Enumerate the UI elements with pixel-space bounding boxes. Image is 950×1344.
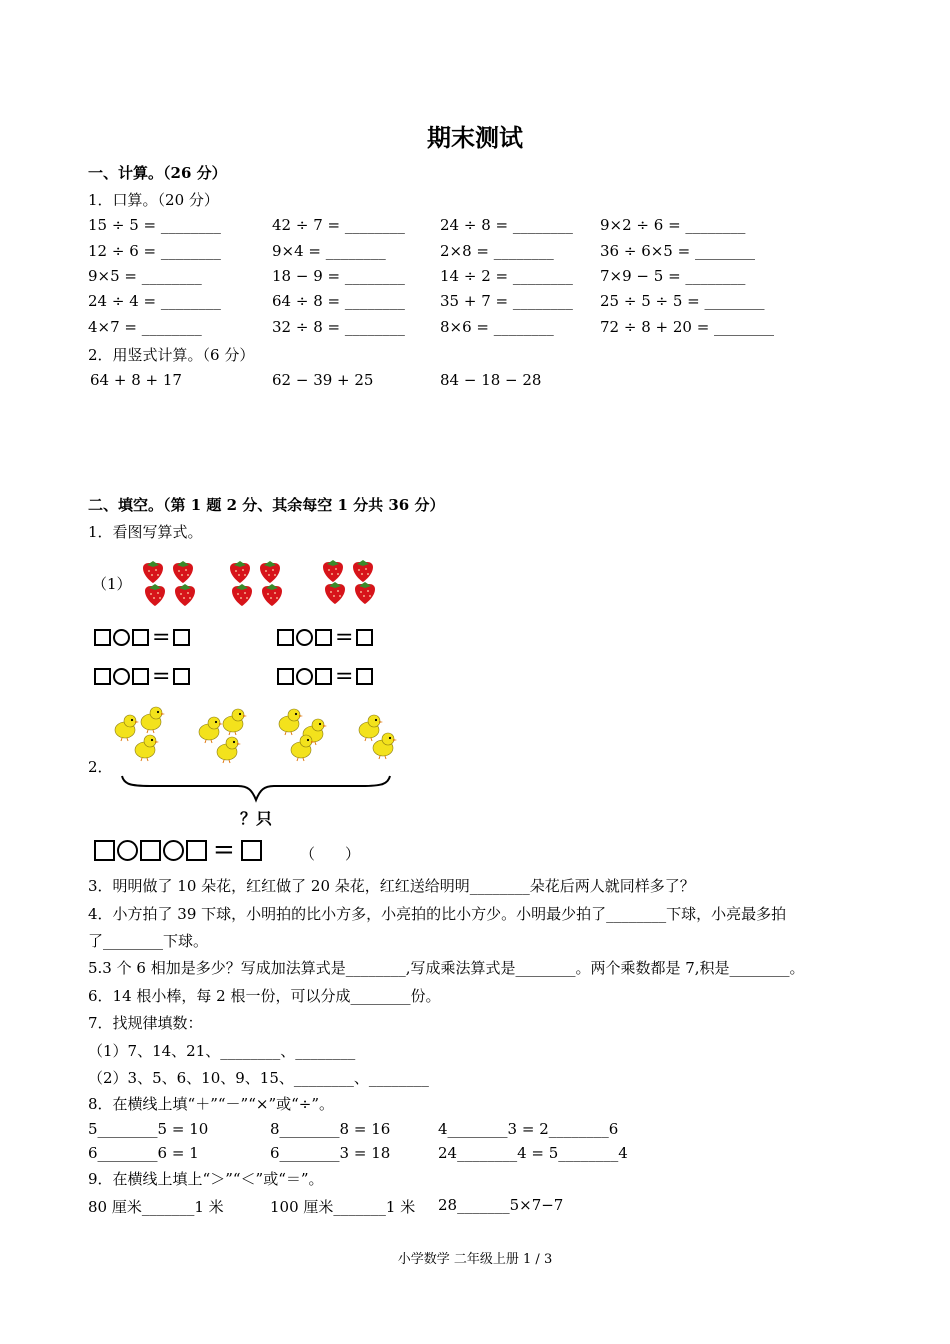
q9-item: 28_______5×7−7 <box>438 1196 564 1214</box>
q8-item: 6________3 = 18 <box>270 1144 391 1162</box>
answer-box[interactable] <box>277 668 294 685</box>
oral-item: 7×9 − 5 = ________ <box>600 267 746 285</box>
oral-item: 18 − 9 = ________ <box>272 267 405 285</box>
page-footer: 小学数学 二年级上册 1 / 3 <box>397 1252 553 1267</box>
operator-circle[interactable] <box>163 840 184 861</box>
strawberry-illustration <box>138 558 388 608</box>
operator-circle[interactable] <box>117 840 138 861</box>
oral-item: 12 ÷ 6 = ________ <box>88 242 221 260</box>
q9-item: 100 厘米_______1 米 <box>270 1198 416 1216</box>
operator-circle[interactable] <box>296 668 313 685</box>
answer-box[interactable] <box>356 629 373 646</box>
brace-icon <box>120 774 392 804</box>
answer-box[interactable] <box>356 668 373 685</box>
q8-item: 4________3 = 2________6 <box>438 1120 619 1138</box>
fill-q2-label: 2． <box>88 758 113 776</box>
fill-q9: 9．在横线上填上“＞”“＜”或“＝”。 <box>88 1170 324 1188</box>
answer-box[interactable] <box>277 629 294 646</box>
q8-item: 5________5 = 10 <box>88 1120 209 1138</box>
equals-sign: = <box>213 835 235 865</box>
oral-item: 8×6 = ________ <box>440 318 554 336</box>
oral-item: 15 ÷ 5 = ________ <box>88 216 221 234</box>
oral-item: 64 ÷ 8 = ________ <box>272 292 405 310</box>
equation-template <box>94 664 190 689</box>
equals-sign: = <box>152 625 171 650</box>
equation-template <box>94 625 190 650</box>
oral-item: 24 ÷ 8 = ________ <box>440 216 573 234</box>
equation-template-chicks <box>94 835 262 865</box>
fill-q5: 5.3 个 6 相加是多少？写成加法算式是________,写成乘法算式是________。两个乘数都是 7,积是________。 <box>88 959 805 977</box>
oral-item: 2×8 = ________ <box>440 242 554 260</box>
operator-circle[interactable] <box>296 629 313 646</box>
answer-box[interactable] <box>241 840 262 861</box>
fill-q7: 7．找规律填数： <box>88 1014 203 1032</box>
answer-box[interactable] <box>315 668 332 685</box>
answer-box[interactable] <box>140 840 161 861</box>
equation-template <box>277 625 373 650</box>
fill-q7-1: （1）7、14、21、________、________ <box>88 1042 356 1060</box>
operator-circle[interactable] <box>113 629 130 646</box>
equals-sign: = <box>335 625 354 650</box>
oral-item: 36 ÷ 6×5 = ________ <box>600 242 755 260</box>
oral-item: 4×7 = ________ <box>88 318 202 336</box>
section-2-heading: 二、填空。（第 1 题 2 分、其余每空 1 分共 36 分） <box>88 496 445 514</box>
unit-paren: （ ） <box>300 845 361 863</box>
q1-heading: 1．口算。（20 分） <box>88 191 219 209</box>
equals-sign: = <box>152 664 171 689</box>
oral-item: 9×5 = ________ <box>88 267 202 285</box>
fill-q4-line2: 了________下球。 <box>88 932 209 950</box>
vertical-item: 62 − 39 + 25 <box>272 371 374 389</box>
fill-q8: 8．在横线上填“＋”“－”“×”或“÷”。 <box>88 1095 335 1113</box>
answer-box[interactable] <box>132 668 149 685</box>
vertical-item: 84 − 18 − 28 <box>440 371 542 389</box>
vertical-item: 64 + 8 + 17 <box>90 371 182 389</box>
chick-illustration <box>110 703 405 769</box>
q9-item: 80 厘米_______1 米 <box>88 1198 224 1216</box>
oral-item: 32 ÷ 8 = ________ <box>272 318 405 336</box>
answer-box[interactable] <box>173 668 190 685</box>
oral-item: 72 ÷ 8 + 20 = ________ <box>600 318 775 336</box>
q2-heading: 2．用竖式计算。（6 分） <box>88 346 255 364</box>
answer-box[interactable] <box>173 629 190 646</box>
oral-item: 24 ÷ 4 = ________ <box>88 292 221 310</box>
q8-item: 8________8 = 16 <box>270 1120 391 1138</box>
oral-item: 35 + 7 = ________ <box>440 292 573 310</box>
equals-sign: = <box>335 664 354 689</box>
oral-item: 9×2 ÷ 6 = ________ <box>600 216 746 234</box>
answer-box[interactable] <box>94 629 111 646</box>
oral-item: 42 ÷ 7 = ________ <box>272 216 405 234</box>
answer-box[interactable] <box>94 668 111 685</box>
operator-circle[interactable] <box>113 668 130 685</box>
section-1-heading: 一、计算。（26 分） <box>88 164 227 182</box>
answer-box[interactable] <box>315 629 332 646</box>
q8-item: 6________6 = 1 <box>88 1144 199 1162</box>
answer-box[interactable] <box>186 840 207 861</box>
fill-q3: 3．明明做了 10 朵花，红红做了 20 朵花，红红送给明明________朵花后两人就同样多了？ <box>88 877 695 895</box>
brace-label: ？只 <box>240 809 273 828</box>
page-title: 期末测试 <box>427 124 523 152</box>
oral-item: 25 ÷ 5 ÷ 5 = ________ <box>600 292 765 310</box>
fill-q7-2: （2）3、5、6、10、9、15、________、________ <box>88 1069 429 1087</box>
fill-q6: 6．14 根小棒，每 2 根一份，可以分成________份。 <box>88 987 441 1005</box>
fill-q1-sub: （1） <box>92 575 132 593</box>
oral-item: 9×4 = ________ <box>272 242 386 260</box>
answer-box[interactable] <box>94 840 115 861</box>
oral-item: 14 ÷ 2 = ________ <box>440 267 573 285</box>
equation-template <box>277 664 373 689</box>
fill-q1: 1．看图写算式。 <box>88 523 203 541</box>
fill-q4-line1: 4．小方拍了 39 下球，小明拍的比小方多，小亮拍的比小方少。小明最少拍了________下球，小亮最多拍 <box>88 905 787 923</box>
answer-box[interactable] <box>132 629 149 646</box>
q8-item: 24________4 = 5________4 <box>438 1144 628 1162</box>
